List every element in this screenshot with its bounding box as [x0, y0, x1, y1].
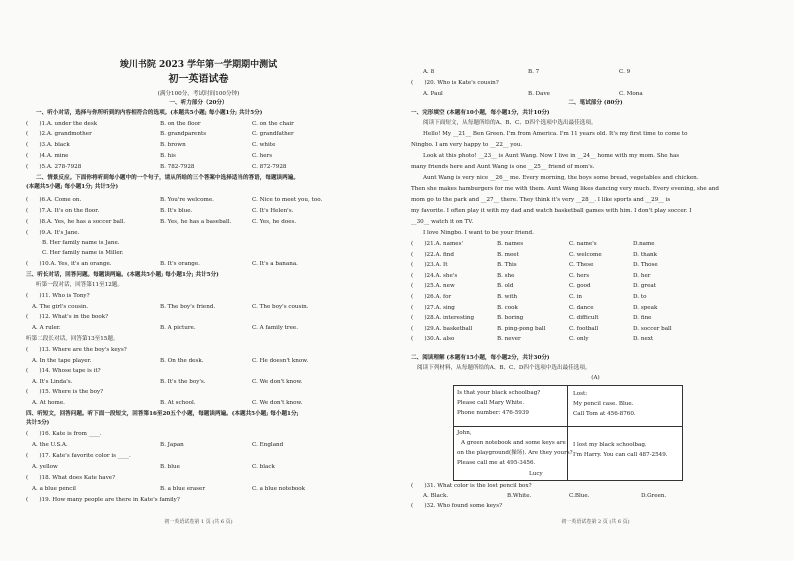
q16-c: C. England — [252, 442, 284, 448]
q13-a: A. In the tape player. — [32, 358, 92, 364]
q1-a: ( )1.A. under the desk — [26, 121, 98, 127]
cloze-q24-option-c: C. hers — [569, 272, 590, 279]
q19-a: A. 8 — [423, 69, 435, 75]
q12-b: B. A picture. — [160, 325, 196, 331]
q7-b: B. It's blue. — [160, 208, 193, 214]
q14-a: A. It's Linda's. — [32, 379, 73, 385]
passage-line-9: __30__ watch it on TV. — [411, 219, 474, 225]
exam-info: (满分100分，考试时间100分钟) — [157, 91, 240, 97]
section-1-heading: 一、听小对话，选择与你所听到的内容相符合的选项。(本题共5小题; 每小题1分; 共计5分) — [36, 110, 263, 116]
q4-a: ( )4.A. mine — [26, 153, 69, 159]
q9-c: C. Her family name is Miller. — [42, 250, 124, 256]
cloze-q25-option-d: D. great — [633, 283, 656, 290]
q3-a: ( )3.A. black — [26, 142, 70, 148]
section-3a: 听第一段对话，回答第11至12题。 — [36, 282, 123, 288]
q2-c: C. grandfather — [252, 131, 294, 137]
notice-1-line-2: Please call Mary White. — [457, 400, 525, 406]
q7-a: ( )7.A. It's on the floor. — [26, 208, 100, 214]
q13-c: C. He doesn't know. — [252, 358, 309, 364]
passage-line-1: Hello! My __21__ Ben Green. I'm from America. I'm 11 years old. It's my first time to come to — [423, 131, 688, 137]
passage-line-2: Ningbo. I am very happy to __22__ you. — [411, 142, 523, 148]
q2-a: ( )2.A. grandmother — [26, 131, 92, 137]
cloze-q28-option-a: ( )28.A. interesting — [411, 315, 475, 322]
part-written: 二、笔试部分 (80分) — [568, 100, 623, 106]
cloze-q25-option-a: ( )25.A. new — [411, 283, 455, 290]
cloze-q30-option-a: ( )30.A. also — [411, 336, 455, 343]
cloze-q26-option-b: B. with — [497, 294, 518, 300]
cloze-q26-option-c: C. in — [569, 294, 583, 300]
q31-b: B.White. — [507, 493, 532, 499]
q2-b: B. grandparents — [160, 131, 207, 137]
q13-stem: ( )13. Where are the boy's keys? — [26, 347, 127, 353]
notice-divider-vertical — [567, 385, 568, 480]
cloze-q25-option-b: B. old — [497, 283, 514, 290]
q16-b: B. Japan — [160, 442, 184, 448]
q31-c: C.Blue. — [569, 493, 590, 499]
cloze-q27-option-b: B. cook — [497, 304, 518, 311]
q18-b: B. a blue eraser — [160, 486, 206, 492]
q14-stem: ( )14. Whose tape is it? — [26, 368, 101, 374]
cloze-q23-option-d: D. Those — [633, 262, 658, 269]
q19-b: B. 7 — [528, 69, 540, 75]
q7-c: C. It's Helen's. — [252, 208, 294, 214]
page-2-footer: 初一英语试卷第 2 页 (共 6 页) — [561, 519, 630, 525]
notice-3-line-4: Please call me at 495-3456. — [457, 460, 536, 466]
q14-c: C. We don't know. — [252, 379, 303, 385]
cloze-q24-option-b: B. she — [497, 272, 515, 279]
q11-b: B. The boy's friend. — [160, 304, 216, 310]
cloze-q27-option-c: C. dance — [569, 304, 594, 311]
q19-c: C. 9 — [619, 69, 631, 75]
q1-b: B. on the floor — [160, 121, 201, 127]
q18-stem: ( )18. What does Kate have? — [26, 475, 116, 481]
q20-b: B. Dave — [528, 91, 550, 97]
q8-b: B. Yes, he has a baseball. — [160, 219, 232, 225]
q5-b: B. 782-7928 — [160, 164, 195, 170]
q9-b: B. Her family name is Jane. — [42, 240, 120, 246]
exam-title: 竣川书院 2023 学年第一学期期中测试 — [119, 60, 278, 70]
page-1-footer: 初一英语试卷第 1 页 (共 6 页) — [164, 519, 233, 525]
q19-stem: ( )19. How many people are there in Kate's family? — [26, 497, 180, 503]
exam-subtitle: 初一英语试卷 — [168, 74, 229, 85]
cloze-q30-option-b: B. never — [497, 336, 521, 343]
notice-divider-horizontal — [453, 426, 682, 427]
cloze-heading: 一、完形填空 (本题有10小题，每小题1分，共计10分) — [411, 110, 550, 116]
q5-c: C. 872-7928 — [252, 164, 287, 170]
cloze-q30-option-d: D. next — [633, 336, 654, 343]
passage-line-4: many friends here and Aunt Wang is one __25__ friend of mom's. — [411, 164, 595, 170]
q11-stem: ( )11. Who is Tony? — [26, 293, 90, 299]
q17-stem: ( )17. Kate's favorite color is ____. — [26, 453, 131, 459]
section-3-heading: 三、听长对话，回答问题。每题读两遍。(本题共5小题; 每小题1分; 共计5分) — [26, 272, 219, 278]
cloze-q22-option-d: D. thank — [633, 251, 658, 258]
q6-a: ( )6.A. Come on. — [26, 197, 82, 203]
q4-b: B. his — [160, 153, 176, 159]
cloze-q22-option-a: ( )22.A. find — [411, 251, 454, 258]
q14-b: B. It's the boy's. — [160, 379, 206, 385]
q9-a: ( )9.A. It's Jane. — [26, 230, 80, 236]
q18-a: A. a blue pencil — [32, 486, 76, 492]
notice-3-signature: Lucy — [529, 471, 543, 477]
q15-a: A. At home. — [32, 400, 65, 406]
q20-stem: ( )20. Who is Kate's cousin? — [411, 80, 499, 86]
passage-line-10: I love Ningbo. I want to be your friend. — [423, 230, 534, 236]
q15-c: C. We don't know. — [252, 400, 303, 406]
cloze-q25-option-c: C. good — [569, 283, 591, 290]
q4-c: C. hers — [252, 153, 273, 159]
section-2-points: (本题共5小题; 每小题1分; 共计5分) — [26, 184, 119, 190]
cloze-q21-option-b: B. names — [497, 241, 524, 247]
q16-a: A. the U.S.A. — [32, 442, 68, 448]
cloze-q29-option-c: C. football — [569, 325, 599, 332]
q1-c: C. on the chair — [252, 121, 294, 127]
notice-2-line-3: Call Tom at 456-8760. — [573, 411, 636, 417]
notice-2-line-2: My pencil case. Blue. — [573, 401, 634, 407]
notice-1-line-1: Is that your black schoolbag? — [457, 390, 541, 396]
part-listening: 一、听力部分（20分） — [169, 100, 228, 106]
passage-line-6: Then she makes hamburgers for me with them. Aunt Wang likes dancing very much. Every evening, she and — [411, 186, 719, 192]
q20-a: A. Paul — [423, 91, 443, 97]
q8-a: ( )8.A. Yes, he has a soccer ball. — [26, 219, 126, 225]
cloze-instruction: 阅读下面短文，从每题所给的A、B、C、D四个选项中选出最佳选项。 — [423, 120, 597, 126]
q31-a: A. Black. — [423, 493, 449, 499]
q10-a: ( )10.A. Yes, it's an orange. — [26, 261, 112, 267]
cloze-q21-option-c: C. name's — [569, 241, 597, 247]
q20-c: C. Mona — [619, 91, 643, 97]
cloze-q27-option-a: ( )27.A. sing — [411, 304, 455, 311]
notice-3-line-1: John, — [457, 430, 472, 436]
q16-stem: ( )16. Kate is from ____. — [26, 431, 102, 437]
notice-1-line-3: Phone number: 476-5939 — [457, 410, 529, 416]
cloze-q29-option-d: D. soccer ball — [633, 325, 672, 332]
q13-b: B. On the desk. — [160, 358, 204, 364]
q6-c: C. Nice to meet you, too. — [252, 197, 323, 203]
q17-b: B. blue — [160, 464, 180, 470]
q5-a: ( )5.A. 278-7928 — [26, 164, 82, 170]
notice-3-line-3: on the playground(操场). Are they yours? — [457, 450, 573, 456]
q15-stem: ( )15. Where is the boy? — [26, 389, 104, 395]
q18-c: C. a blue notebook — [252, 486, 306, 492]
passage-line-3: Look at this photo! __23__ is Aunt Wang. Now I live in __24__ home with my mom. She has — [423, 153, 680, 159]
passage-line-8: my favorite. I often play it with my dad and watch basketball games with him. I don't play soccer. I — [411, 208, 692, 214]
q10-b: B. It's orange. — [160, 261, 200, 267]
cloze-q23-option-b: B. This — [497, 262, 517, 269]
q11-c: C. The boy's cousin. — [252, 304, 309, 310]
notice-2-line-1: Lost: — [573, 391, 588, 397]
cloze-q22-option-c: C. welcome — [569, 251, 602, 258]
cloze-q28-option-c: C. difficult — [569, 315, 599, 322]
reading-heading: 二、阅读理解 (本题有15小题，每小题2分，共计30分) — [411, 355, 550, 361]
q31-stem: ( )31. What color is the lost pencil box? — [411, 483, 532, 489]
cloze-q21-option-d: D.name — [633, 241, 655, 247]
q6-b: B. You're welcome. — [160, 197, 214, 203]
cloze-q28-option-b: B. boring — [497, 315, 524, 322]
cloze-q29-option-b: B. ping-pong ball — [497, 325, 546, 332]
section-a-label: (A) — [591, 375, 600, 381]
notice-3-line-2: A green notebook and some keys are — [461, 440, 566, 446]
q3-b: B. brown — [160, 142, 186, 148]
q31-d: D.Green. — [641, 493, 667, 499]
q17-c: C. black — [252, 464, 275, 470]
section-4-points: 共计5分) — [26, 420, 50, 426]
passage-line-5: Aunt Wang is very nice __26__ me. Every morning, the boys some bread, vegetables and chicken. — [423, 175, 699, 181]
cloze-q22-option-b: B. meet — [497, 251, 519, 258]
q12-a: A. A ruler. — [32, 325, 61, 331]
q15-b: B. At school. — [160, 400, 196, 406]
q12-c: C. A family tree. — [252, 325, 299, 331]
exam-page-2 — [397, 0, 794, 561]
cloze-q26-option-d: D. to — [633, 294, 647, 300]
cloze-q30-option-c: C. only — [569, 336, 589, 343]
q32-stem: ( )32. Who found some keys? — [411, 503, 503, 509]
section-4-heading: 四、听短文，回答问题。听下面一段短文，回答第16至20五个小题，每题读两遍。(本题共5小题; 每小题1分; — [26, 411, 299, 417]
passage-line-7: mom go to the park and __27__ there. They think it's very __28__. I like sports and __29__ is — [411, 197, 671, 203]
q12-stem: ( )12. What's in the book? — [26, 314, 109, 320]
notice-4-line-1: I lost my black schoolbag. — [573, 442, 647, 448]
cloze-q23-option-c: C. These — [569, 262, 594, 269]
q10-c: C. It's a banana. — [252, 261, 298, 267]
cloze-q27-option-d: D. speak — [633, 304, 658, 311]
q17-a: A. yellow — [32, 464, 58, 470]
q3-c: C. white — [252, 142, 276, 148]
cloze-q24-option-a: ( )24.A. she's — [411, 272, 458, 279]
cloze-q29-option-a: ( )29.A. basketball — [411, 325, 473, 332]
cloze-q28-option-d: D. fine — [633, 315, 652, 322]
notice-4-line-2: I'm Harry. You can call 487-2549. — [573, 452, 668, 458]
section-2-heading: 二、情景反应。下面你将听到每小题中的一个句子，请从所给的三个答案中选择适当的答语，每题读两遍。 — [36, 175, 299, 181]
q11-a: A. The girl's cousin. — [32, 304, 89, 310]
cloze-q21-option-a: ( )21.A. names' — [411, 241, 464, 247]
reading-instruction: 阅读下列材料，从每题所给的A、B、C、D四个选项中选出最佳选项。 — [417, 365, 591, 371]
cloze-q23-option-a: ( )23.A. It — [411, 262, 448, 269]
q8-c: C. Yes, he does. — [252, 219, 297, 225]
cloze-q24-option-d: D. her — [633, 272, 651, 279]
cloze-q26-option-a: ( )26.A. for — [411, 294, 452, 300]
section-3b: 听第二段长对话，回答第13至15题。 — [26, 336, 119, 342]
